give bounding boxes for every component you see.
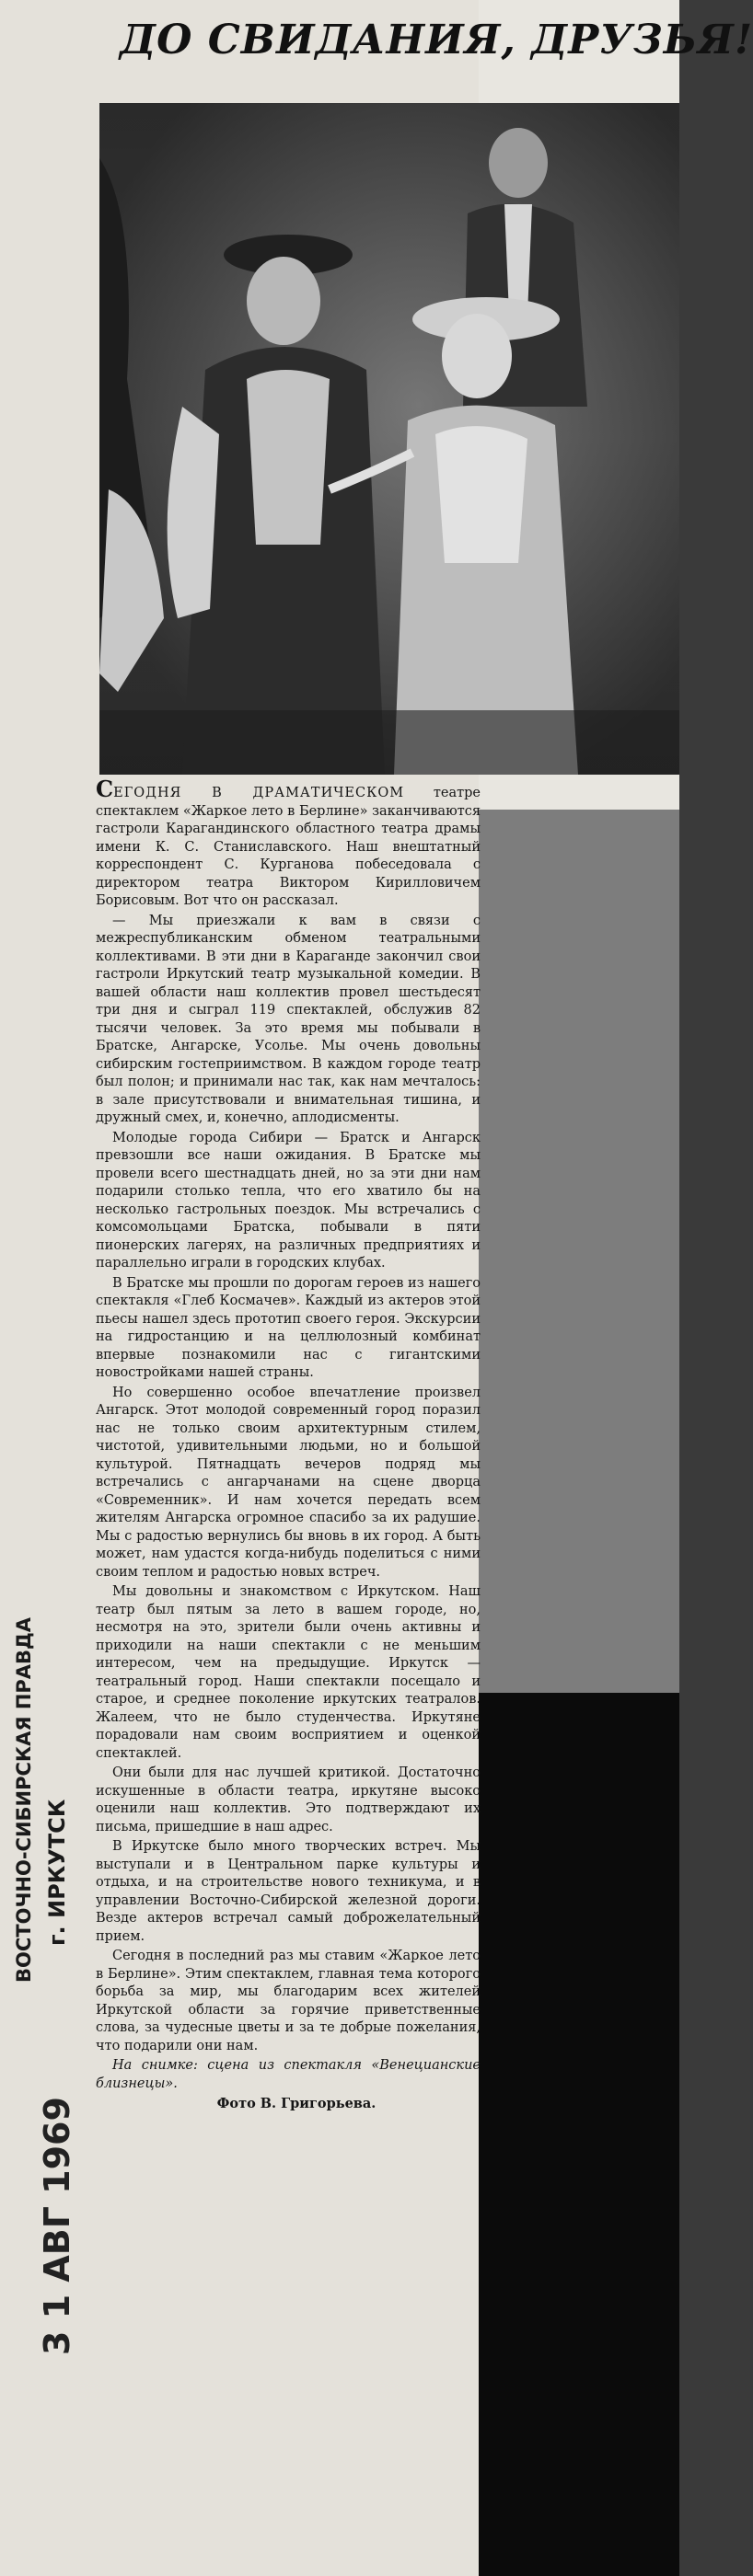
dropcap: С: [96, 776, 114, 802]
article-lead: [96, 776, 481, 911]
theatre-scene-photo: [99, 103, 679, 775]
article-paragraph: Мы довольны и знакомством с Иркутском. Наш театр был пятым за лето в вашем городе, но, несмотря на это, зрители были очень активны и приходили на наши спектакли с не меньшим интересом, чем на предыдущие. Иркутск — театральный город. Наши спектакли посещало и старое, и среднее поколение иркутских театралов. Жалеем, что не было студенчества. Иркутяне порадовали нам своим восприятием и оценкой спектаклей.: [96, 1584, 481, 1761]
photo-caption: На снимке: сцена из спектакля «Венецианские близнецы».: [96, 2058, 481, 2091]
article-paragraph: Молодые города Сибири — Братск и Ангарск превзошли все наши ожидания. В Братске мы провели всего шестнадцать дней, но за эти дни нам подарили столько тепла, что его хватило бы на несколько гастрольных поездок. Мы встречались с комсомольцами Братска, побывали в пяти пионерских лагерях, на различных предприятиях и параллельно играли в городских клубах.: [96, 1130, 481, 1271]
article-paragraph: Сегодня в последний раз мы ставим «Жаркое лето в Берлине». Этим спектаклем, главная тема которого борьба за мир, мы благодарим всех жителей Иркутской области за горячие приветственные слова, за чудесные цветы и за те добрые пожелания, что подарили они нам.: [96, 1949, 481, 2053]
lead-text: театре спектаклем «Жаркое лето в Берлине» заканчиваются гастроли Карагандинского областного театра драмы имени К. С. Станиславского. Наш внештатный корреспондент С. Курганова побеседовала с директором театра Виктором Кирилловичем Борисовым. Вот что он рассказал.: [96, 786, 481, 908]
lead-smallcaps: ЕГОДНЯ В ДРАМАТИЧЕСКОМ: [113, 786, 405, 800]
gray-background-mount: [479, 810, 679, 1693]
photo-credit: Фото В. Григорьева.: [216, 2096, 376, 2111]
stamp-newspaper-name: ВОСТОЧНО-СИБИРСКАЯ ПРАВДА: [13, 1616, 35, 1983]
article-paragraph: В Иркутске было много творческих встреч. Мы выступали и в Центральном парке культуры и отдыха, и на строительстве нового техникума, и в управлении Восточно-Сибирской железной дороги. Везде актеров встречал самый доброжелательный прием.: [96, 1839, 481, 1944]
article-paragraph: Они были для нас лучшей критикой. Достаточно искушенные в области театра, иркутяне высоко оценили наш коллектив. Это подтверждают их письма, пришедшие в наш адрес.: [96, 1765, 481, 1834]
article-paragraph: Но совершенно особое впечатление произвел Ангарск. Этот молодой современный город поразил нас не только своим архитектурным стилем, чистотой, удивительными людьми, но и большой культурой. Пятнадцать вечеров подряд мы встречались с ангарчанами на сцене дворца «Современник». И нам хочется передать всем жителям Ангарска огромное спасибо за их радушие. Мы с радостью вернулись бы вновь в их город. А быть может, нам удастся когда-нибудь поделиться с ними своим теплом и радостью новых встреч.: [96, 1385, 481, 1580]
stamp-date: 3 1 АВГ 1969: [37, 2097, 77, 2355]
stamp-city: г. ИРКУТСК: [44, 1799, 70, 1946]
article-paragraph: В Братске мы прошли по дорогам героев из нашего спектакля «Глеб Космачев». Каждый из актеров этой пьесы нашел здесь прототип своего героя. Экскурсии на гидростанцию и на целлюлозный комбинат впервые познакомили нас с гигантскими новостройками нашей страны.: [96, 1275, 481, 1380]
headline: ДО СВИДАНИЯ, ДРУЗЬЯ!: [120, 17, 753, 63]
article: [96, 776, 481, 2115]
black-background-mount: [479, 1693, 679, 2576]
article-paragraph: — Мы приезжали к вам в связи с межреспубликанским обменом театральными коллективами. В эти дни в Караганде закончил свои гастроли Иркутский театр музыкальной комедии. В вашей области наш коллектив провел шестьдесят три дня и сыграл 119 спектаклей, обслужив 82 тысячи человек. За это время мы побывали в Братске, Ангарске, Усолье. Мы очень довольны сибирским гостеприимством. В каждом городе театр был полон; и принимали нас так, как нам мечталось: в зале присутствовали и внимательная тишина, и дружный смех, и, конечно, аплодисменты.: [96, 913, 481, 1125]
